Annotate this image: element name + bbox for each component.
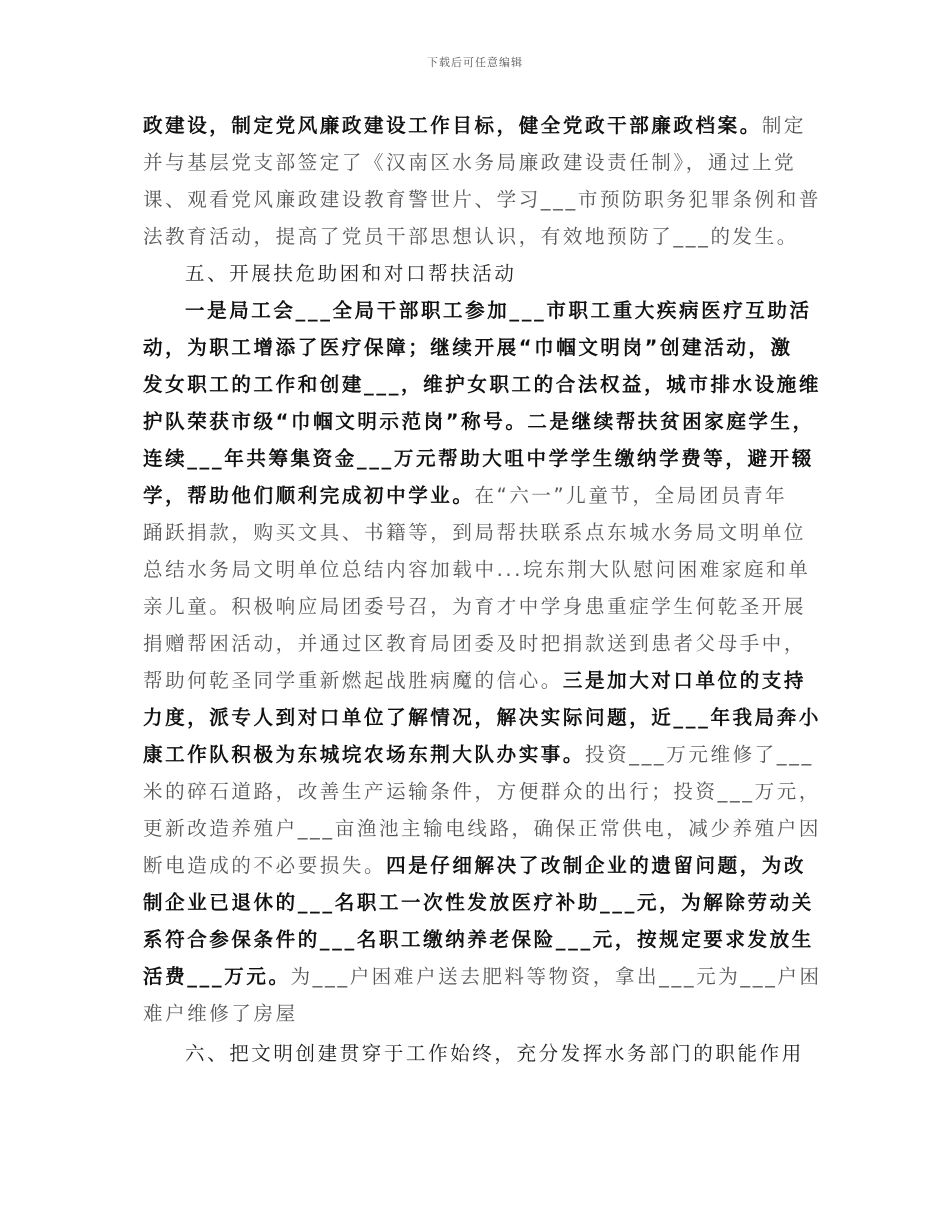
text-line <box>185 293 865 329</box>
text-segment: 总结水务局文明单位总结内容加载中...垸东荆大队慰问困难家庭和单 <box>143 558 811 581</box>
text-segment: 投资___万元维修了___ <box>585 743 814 766</box>
text-line <box>143 552 823 588</box>
section-heading: 六、把文明创建贯穿于工作始终，充分发挥水务部门的职能作用 <box>185 1042 804 1065</box>
text-segment: 动，为职工增添了医疗保障；继续开展“巾帼文明岗”创建活动，激 <box>143 336 793 359</box>
text-line <box>143 367 823 403</box>
text-segment: 四是仔细解决了改制企业的遗留问题，为改 <box>386 854 807 877</box>
text-segment: 活费___万元。 <box>143 965 291 988</box>
text-segment: 亲儿童。积极响应局团委号召，为育才中学身患重症学生何乾圣开展 <box>143 595 807 618</box>
text-line <box>143 737 823 773</box>
text-segment: 为___户困难户送去肥料等物资，拿出___元为___户困 <box>290 965 822 988</box>
text-segment: 断电造成的不必要损失。 <box>143 854 387 877</box>
text-segment: 制企业已退休的___名职工一次性发放医疗补助___元，为解除劳动关 <box>143 891 814 914</box>
text-segment: 政建设，制定党风廉政建设工作目标，健全党政干部廉政档案。 <box>143 114 762 137</box>
text-line <box>143 885 823 921</box>
text-segment: 一是局工会___全局干部职工参加___市职工重大疾病医疗互助活 <box>185 299 812 322</box>
text-segment: 课、观看党风廉政建设教育警世片、学习___市预防职务犯罪条例和普 <box>143 188 821 211</box>
text-line <box>143 626 823 662</box>
text-segment: 系符合参保条件的___名职工缴纳养老保险___元，按规定要求发放生 <box>143 928 814 951</box>
text-line <box>185 256 865 292</box>
text-segment: 三是加大对口单位的支持 <box>562 669 807 692</box>
section-heading: 五、开展扶危助困和对口帮扶活动 <box>185 262 517 285</box>
text-segment: 在“六一”儿童节，全局团员青年 <box>474 484 788 507</box>
text-segment: 捐赠帮困活动，并通过区教育局团委及时把捐款送到患者父母手中， <box>143 632 807 655</box>
text-segment: 帮助何乾圣同学重新燃起战胜病魔的信心。 <box>143 669 563 692</box>
text-segment: 连续___年共筹集资金___万元帮助大咀中学学生缴纳学费等，避开辍 <box>143 447 814 470</box>
page-header: 下载后可任意编辑 <box>427 56 523 69</box>
text-line <box>143 774 823 810</box>
text-segment: 法教育活动，提高了党员干部思想认识，有效地预防了___的发生。 <box>143 225 799 248</box>
text-segment: 制定 <box>761 114 807 137</box>
text-segment: 难户维修了房屋 <box>143 1002 298 1025</box>
text-segment: 更新改造养殖户___亩渔池主输电线路，确保正常供电，减少养殖户因 <box>143 817 821 840</box>
text-line <box>143 145 823 181</box>
text-line <box>143 404 823 440</box>
text-line <box>143 811 823 847</box>
text-segment: 发女职工的工作和创建___，维护女职工的合法权益，城市排水设施维 <box>143 373 821 396</box>
text-segment: 并与基层党支部签定了《汉南区水务局廉政建设责任制》，通过上党 <box>143 151 797 174</box>
text-line <box>143 996 823 1032</box>
text-segment: 康工作队积极为东城垸农场东荆大队办实事。 <box>143 743 586 766</box>
text-line <box>143 478 823 514</box>
text-segment: 学，帮助他们顺利完成初中学业。 <box>143 484 475 507</box>
text-line <box>143 959 823 995</box>
text-line <box>143 219 823 255</box>
text-line <box>143 108 823 144</box>
text-segment: 米的碎石道路，改善生产运输条件，方便群众的出行；投资___万元， <box>143 780 821 803</box>
text-line <box>143 663 823 699</box>
text-line <box>143 700 823 736</box>
text-line <box>143 848 823 884</box>
text-line <box>143 589 823 625</box>
text-segment: 力度，派专人到对口单位了解情况，解决实际问题，近___年我局奔小 <box>143 706 821 729</box>
text-segment: 护队荣获市级“巾帼文明示范岗”称号。二是继续帮扶贫困家庭学生， <box>143 410 815 433</box>
text-line <box>143 330 823 366</box>
text-line <box>143 182 823 218</box>
text-line <box>143 441 823 477</box>
text-line <box>143 922 823 958</box>
text-line <box>185 1036 865 1072</box>
text-line <box>143 515 823 551</box>
text-segment: 踊跃捐款，购买文具、书籍等，到局帮扶联系点东城水务局文明单位 <box>143 521 807 544</box>
